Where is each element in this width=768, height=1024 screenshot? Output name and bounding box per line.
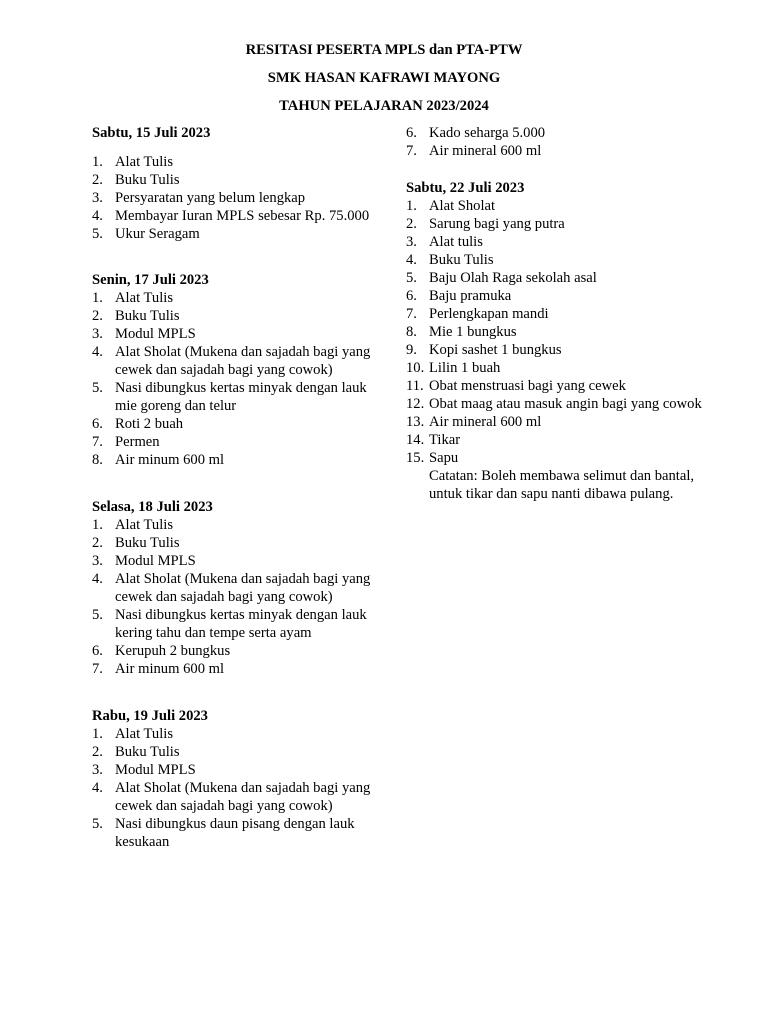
item-number: 3. — [92, 190, 103, 206]
item-text: Air minum 600 ml — [115, 661, 225, 677]
item-number: 3. — [92, 762, 103, 778]
item-number: 2. — [92, 744, 103, 760]
day-section — [92, 707, 372, 851]
day-section — [92, 271, 372, 469]
list-item — [92, 552, 372, 570]
day-section — [406, 179, 706, 503]
item-text: Air minum 600 ml — [115, 452, 225, 468]
list-item — [92, 761, 372, 779]
list-item — [92, 325, 372, 343]
item-text: Modul MPLS — [115, 326, 196, 342]
item-number: 1. — [406, 198, 417, 214]
list-item — [406, 142, 706, 160]
list-item — [406, 233, 706, 251]
list-item — [406, 251, 706, 269]
list-item — [92, 171, 372, 189]
list-item — [92, 307, 372, 325]
list-item — [92, 433, 372, 451]
item-number: 7. — [406, 143, 417, 159]
day-heading: Rabu, 19 Juli 2023 — [92, 708, 208, 724]
item-text: Perlengkapan mandi — [429, 306, 549, 322]
item-list — [406, 197, 706, 467]
list-item — [406, 305, 706, 323]
item-number: 15. — [406, 450, 425, 466]
item-text: Sapu — [429, 450, 459, 466]
item-text: Mie 1 bungkus — [429, 324, 517, 340]
list-item — [406, 269, 706, 287]
list-item — [92, 379, 372, 415]
item-text: Nasi dibungkus daun pisang dengan lauk kesukaan — [115, 816, 355, 850]
school-name: SMK HASAN KAFRAWI MAYONG — [267, 70, 501, 86]
item-text: Roti 2 buah — [115, 416, 184, 432]
item-number: 4. — [92, 571, 103, 587]
item-number: 3. — [92, 326, 103, 342]
item-number: 4. — [92, 344, 103, 360]
list-item — [92, 289, 372, 307]
item-text: Lilin 1 buah — [429, 360, 501, 376]
item-list — [92, 516, 372, 678]
item-number: 1. — [92, 290, 103, 306]
item-number: 7. — [92, 661, 103, 677]
item-number: 5. — [406, 270, 417, 286]
item-number: 4. — [406, 252, 417, 268]
item-number: 13. — [406, 414, 425, 430]
academic-year: TAHUN PELAJARAN 2023/2024 — [279, 98, 489, 114]
item-text: Buku Tulis — [115, 535, 180, 551]
item-number: 2. — [92, 308, 103, 324]
list-item — [92, 815, 372, 851]
list-item — [406, 359, 706, 377]
item-number: 6. — [92, 416, 103, 432]
item-number: 1. — [92, 517, 103, 533]
list-item — [92, 606, 372, 642]
item-text: Kopi sashet 1 bungkus — [429, 342, 562, 358]
list-item — [92, 660, 372, 678]
item-text: Alat Tulis — [115, 517, 173, 533]
continued-item-list — [406, 124, 706, 160]
list-item — [92, 415, 372, 433]
document-title: RESITASI PESERTA MPLS dan PTA-PTW — [245, 42, 523, 58]
list-item — [92, 725, 372, 743]
item-number: 11. — [406, 378, 424, 394]
item-number: 4. — [92, 208, 103, 224]
list-item — [92, 189, 372, 207]
list-item — [406, 377, 706, 395]
item-text: Baju Olah Raga sekolah asal — [429, 270, 597, 286]
list-item — [406, 215, 706, 233]
item-text: Permen — [115, 434, 160, 450]
item-number: 7. — [92, 434, 103, 450]
item-text: Buku Tulis — [429, 252, 494, 268]
item-text: Alat Tulis — [115, 726, 173, 742]
item-number: 8. — [92, 452, 103, 468]
item-text: Persyaratan yang belum lengkap — [115, 190, 306, 206]
item-number: 9. — [406, 342, 417, 358]
item-number: 7. — [406, 306, 417, 322]
item-number: 6. — [406, 288, 417, 304]
list-item — [406, 287, 706, 305]
list-item — [406, 413, 706, 431]
day-heading: Sabtu, 15 Juli 2023 — [92, 125, 211, 141]
list-item — [406, 124, 706, 142]
item-number: 3. — [406, 234, 417, 250]
list-item — [92, 225, 372, 243]
day-heading: Selasa, 18 Juli 2023 — [92, 499, 213, 515]
item-text: Alat Sholat — [429, 198, 496, 214]
item-number: 8. — [406, 324, 417, 340]
item-number: 5. — [92, 380, 103, 396]
list-item — [92, 570, 372, 606]
item-number: 2. — [406, 216, 417, 232]
list-item — [406, 431, 706, 449]
list-item — [406, 395, 706, 413]
item-text: Kado seharga 5.000 — [429, 125, 546, 141]
item-text: Nasi dibungkus kertas minyak dengan lauk mie goreng dan telur — [115, 380, 367, 414]
item-text: Modul MPLS — [115, 762, 196, 778]
day-section — [92, 498, 372, 678]
item-number: 6. — [406, 125, 417, 141]
list-item — [92, 743, 372, 761]
list-item — [406, 197, 706, 215]
item-number: 1. — [92, 154, 103, 170]
list-item — [92, 343, 372, 379]
item-number: 2. — [92, 172, 103, 188]
item-text: Obat maag atau masuk angin bagi yang cowok — [429, 396, 702, 412]
left-column — [92, 124, 372, 851]
item-text: Kerupuh 2 bungkus — [115, 643, 231, 659]
list-item — [92, 451, 372, 469]
item-list — [92, 725, 372, 851]
item-number: 5. — [92, 607, 103, 623]
list-item — [92, 642, 372, 660]
day-section — [92, 124, 372, 243]
item-text: Buku Tulis — [115, 172, 180, 188]
item-text: Tikar — [429, 432, 461, 448]
item-number: 3. — [92, 553, 103, 569]
item-number: 5. — [92, 226, 103, 242]
note-text: Catatan: Boleh membawa selimut dan bantal, untuk tikar dan sapu nanti dibawa pulang. — [429, 468, 695, 502]
item-text: Obat menstruasi bagi yang cewek — [429, 378, 626, 394]
item-list — [92, 153, 372, 243]
item-number: 14. — [406, 432, 425, 448]
item-text: Alat Tulis — [115, 154, 173, 170]
list-item — [406, 449, 706, 467]
list-item — [406, 323, 706, 341]
item-number: 2. — [92, 535, 103, 551]
list-item — [92, 779, 372, 815]
item-text: Air mineral 600 ml — [429, 143, 542, 159]
item-text: Baju pramuka — [429, 288, 512, 304]
list-item — [92, 207, 372, 225]
item-text: Alat Tulis — [115, 290, 173, 306]
item-text: Alat Sholat (Mukena dan sajadah bagi yang cewek dan sajadah bagi yang cowok) — [115, 780, 371, 814]
item-text: Alat Sholat (Mukena dan sajadah bagi yang cewek dan sajadah bagi yang cowok) — [115, 344, 371, 378]
list-item — [92, 153, 372, 171]
day-heading: Sabtu, 22 Juli 2023 — [406, 180, 525, 196]
item-text: Buku Tulis — [115, 744, 180, 760]
item-number: 4. — [92, 780, 103, 796]
item-number: 12. — [406, 396, 425, 412]
day-heading: Senin, 17 Juli 2023 — [92, 272, 209, 288]
list-item — [92, 534, 372, 552]
item-text: Alat tulis — [429, 234, 483, 250]
item-text: Modul MPLS — [115, 553, 196, 569]
item-text: Membayar Iuran MPLS sebesar Rp. 75.000 — [115, 208, 370, 224]
item-list — [92, 289, 372, 469]
item-number: 6. — [92, 643, 103, 659]
item-number: 1. — [92, 726, 103, 742]
item-number: 5. — [92, 816, 103, 832]
list-item — [406, 341, 706, 359]
item-text: Ukur Seragam — [115, 226, 200, 242]
item-number: 10. — [406, 360, 425, 376]
item-text: Alat Sholat (Mukena dan sajadah bagi yang cewek dan sajadah bagi yang cowok) — [115, 571, 371, 605]
item-text: Sarung bagi yang putra — [429, 216, 565, 232]
item-text: Nasi dibungkus kertas minyak dengan lauk kering tahu dan tempe serta ayam — [115, 607, 367, 641]
item-text: Buku Tulis — [115, 308, 180, 324]
list-item — [92, 516, 372, 534]
right-column — [406, 124, 706, 503]
item-text: Air mineral 600 ml — [429, 414, 542, 430]
